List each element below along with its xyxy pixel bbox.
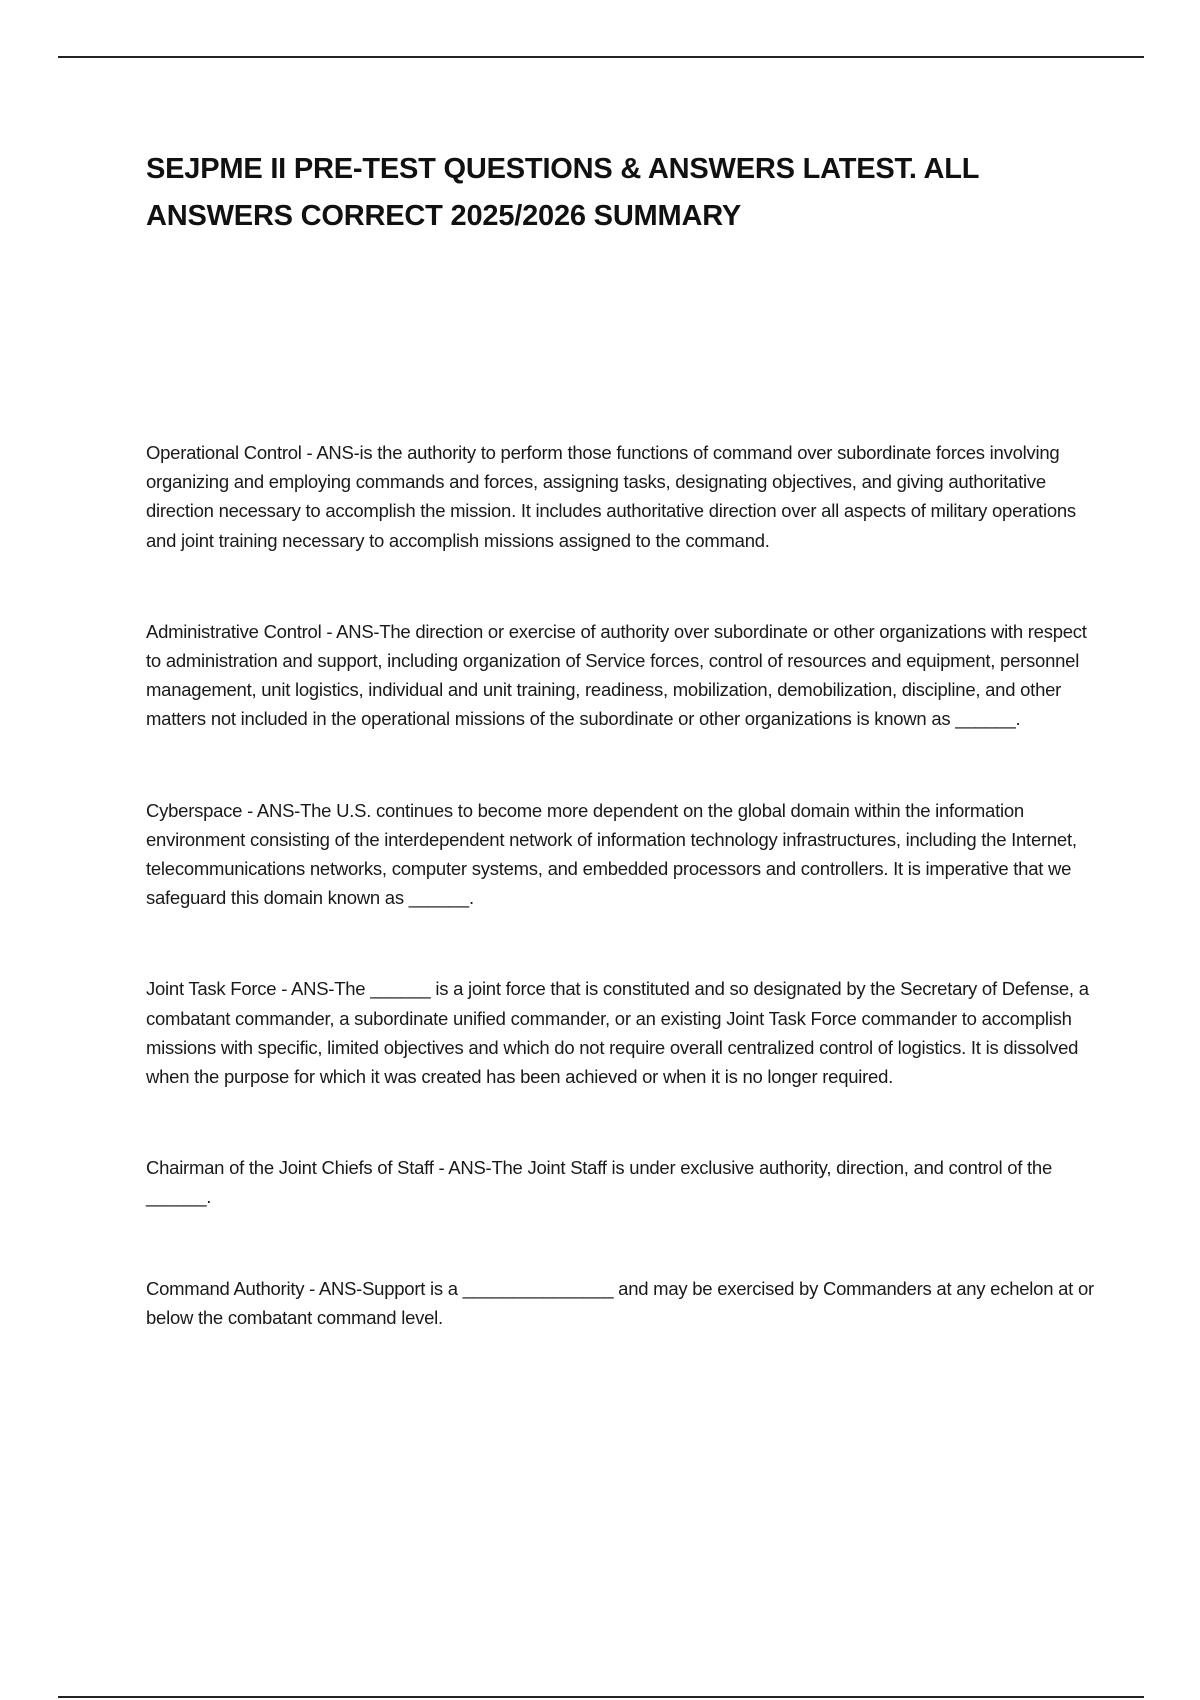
qa-entry-joint-task-force: Joint Task Force - ANS-The ______ is a joint force that is constituted and so designated by the Secretary of Defense, a combatant commander, a subordinate unified commander, or an existing Joint Task Force commander to accomplish missions with specific, limited objectives and which do not require overall centralized control of logistics. It is dissolved when the purpose for which it was created has been achieved or when it is no longer required.	[146, 978, 1089, 1088]
footer-rule	[58, 1696, 1144, 1698]
qa-entry-operational-control: Operational Control - ANS-is the authority to perform those functions of command over subordinate forces involving organizing and employing commands and forces, assigning tasks, designating objectives, and giving authoritative direction necessary to accomplish the mission. It includes authoritative direction over all aspects of military operations and joint training necessary to accomplish missions assigned to the command.	[146, 442, 1076, 551]
qa-entry-administrative-control: Administrative Control - ANS-The direction or exercise of authority over subordinate or other organizations with respect to administration and support, including organization of Service forces, control of resources and equipment, personnel management, unit logistics, individual and unit training, readiness, mobilization, demobilization, discipline, and other matters not included in the operational missions of the subordinate or other organizations is known as ______.	[146, 620, 1087, 730]
qa-entries	[146, 438, 1096, 1332]
document-title: SEJPME II PRE-TEST QUESTIONS & ANSWERS LATEST. ALL ANSWERS CORRECT 2025/2026 SUMMARY	[146, 153, 979, 232]
qa-entry-cjcs: Chairman of the Joint Chiefs of Staff - ANS-The Joint Staff is under exclusive authority, direction, and control of the ______.	[146, 1157, 1053, 1208]
header-rule	[58, 56, 1144, 58]
qa-entry-command-authority: Command Authority - ANS-Support is a _______________ and may be exercised by Commanders at any echelon at or below the combatant command level.	[146, 1277, 1094, 1328]
qa-entry-cyberspace: Cyberspace - ANS-The U.S. continues to become more dependent on the global domain within the information environment consisting of the interdependent network of information technology infrastructures, including the Internet, telecommunications networks, computer systems, and embedded processors and controllers. It is imperative that we safeguard this domain known as ______.	[146, 799, 1077, 909]
